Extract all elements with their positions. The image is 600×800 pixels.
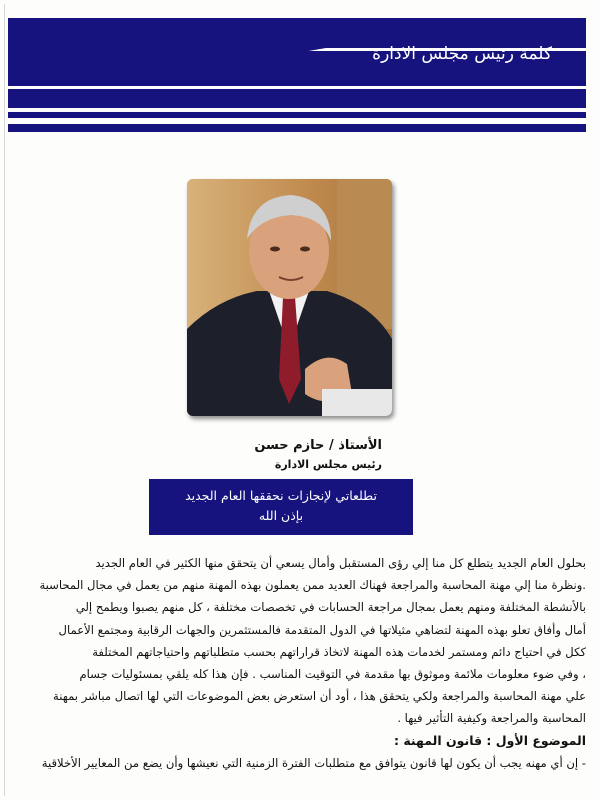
body-line: بحلول العام الجديد يتطلع كل منا إلي رؤى المستقبل وأمال يسعي أن يتحقق منها الكثير في العام الجديد [95, 556, 586, 570]
body-line: أمال وأفاق تعلو بهذه المهنة لتضاهي مثيلاتها في الدول المتقدمة فالمستثمرين والجهات الرقابية ومجتمع الأعمال [58, 622, 586, 637]
body-line: بالأنشطة المختلفة ومنهم يعمل بمجال مراجعة الحسابات في تخصصات مختلفة ، كل منهم يصبوا ويطمح إلي [75, 600, 586, 615]
body-line: ككل في احتياج دائم ومستمر لخدمات هذه المهنة لاتخاذ قراراتهم بحسب متطلباتهم واحتياجاتهم المختلفة [92, 644, 586, 659]
body-line: علي مهنة المحاسبة والمراجعة ولكي يتحقق هذا ، أود أن استعرض بعض الموضوعات التي لها اتصال مباشر بمهنة [53, 689, 586, 704]
body-line: المحاسبة والمراجعة وكيفية التأثير فيها . [397, 711, 586, 726]
portrait-illustration [187, 179, 392, 416]
header-stripe-bottom [8, 86, 586, 89]
body-line-last: - إن أي مهنه يجب أن يكون لها قانون يتوافق مع متطلبات الفترة الزمنية التي نعيشها وأن يضع من المعايير الأخلاقية [41, 755, 586, 770]
divider-band-2 [8, 124, 586, 132]
quote-line-2: بإذن الله [258, 508, 304, 523]
quote-box [149, 479, 413, 535]
article-body [14, 552, 586, 774]
chairman-role: رئيس مجلس الادارة [274, 458, 382, 471]
section-heading: الموضوع الأول : قانون المهنة : [394, 732, 586, 748]
chairman-name: الأستاذ / حازم حسن [254, 438, 382, 453]
quote-line-1: تطلعاتي لإنجازات نحققها العام الجديد [185, 488, 377, 503]
divider-stripe [8, 119, 586, 123]
body-line: ، وفي ضوء معلومات ملائمة وموثوق بها مقدمة في التوقيت المناسب . فإن هذا كله يلقي بمسئوليات جسام [79, 667, 586, 682]
page-title: كلمة رئيس مجلس الادارة [372, 44, 552, 64]
body-line: .ونظرة منا إلي مهنة المحاسبة والمراجعة فهناك العديد ممن يعملون بهذه المهنة منهم من يعمل في مجال المحاسبة [39, 578, 586, 593]
divider-band [8, 112, 586, 118]
chairman-photo [187, 179, 392, 416]
